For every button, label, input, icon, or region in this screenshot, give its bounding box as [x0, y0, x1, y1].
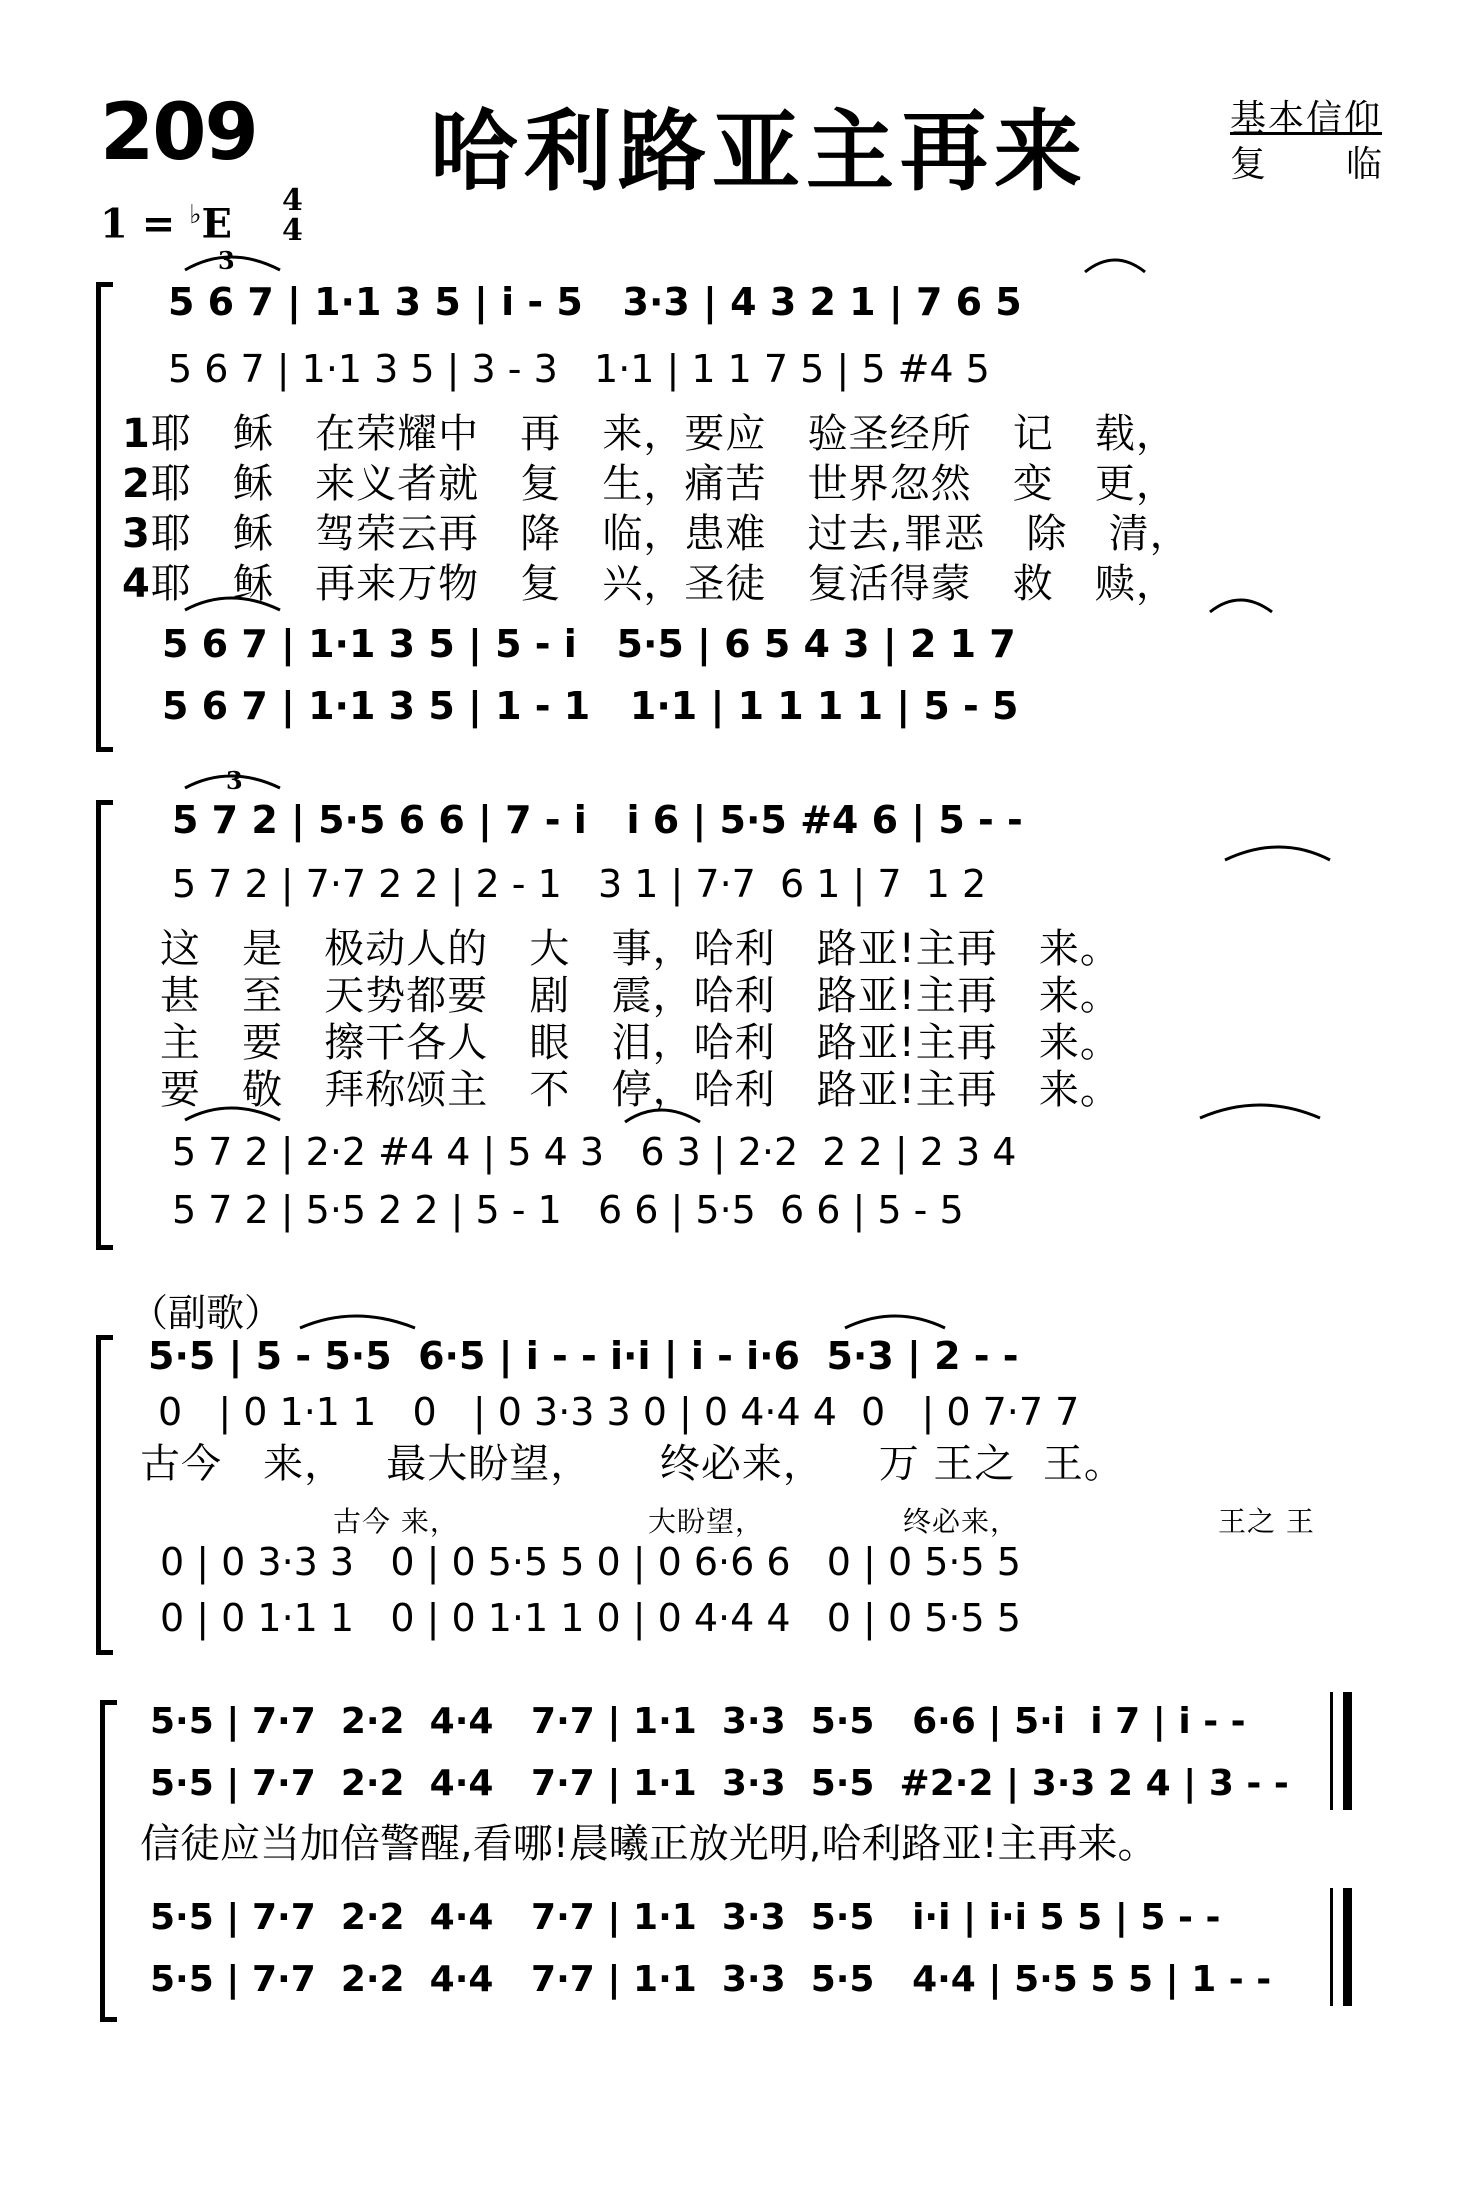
- tenor-line: 0 | 0 3·3 3 0 | 0 5·5 5 0 | 0 6·6 6 0 | 0 5·5 5: [160, 1540, 1021, 1584]
- key-prefix: 1 =: [100, 200, 190, 248]
- verse-text: 耶 稣 来义者就 复 生，痛苦 世界忽然 变 更，: [150, 461, 1177, 507]
- verse-text: 耶 稣 驾荣云再 降 临，患难 过去,罪恶 除 清，: [150, 511, 1191, 557]
- slur: [1210, 600, 1272, 612]
- slur: [625, 1110, 700, 1122]
- slur: [185, 598, 280, 610]
- lyric-verse-2: 甚 至 天势都要 剧 震，哈利 路亚!主再 来。: [160, 973, 1121, 1019]
- verse-number: 1: [122, 411, 151, 457]
- slur: [300, 1316, 415, 1328]
- verse-number: 3: [122, 511, 151, 557]
- lyric-verse-1: 这 是 极动人的 大 事，哈利 路亚!主再 来。: [160, 926, 1121, 972]
- time-signature-bottom: 4: [282, 213, 303, 248]
- final-lyric: 信徒应当加倍警醒,看哪!晨曦正放光明,哈利路亚!主再来。: [140, 1821, 1158, 1867]
- echo-lyric-4: 王之 王: [1218, 1505, 1315, 1538]
- slur: [1085, 260, 1145, 272]
- chorus-lyric: 古今 来， 最大盼望， 终必来， 万 王之 王。: [140, 1441, 1125, 1487]
- hymn-number: 209: [100, 88, 257, 178]
- slur: [185, 1108, 280, 1120]
- hymn-category: 基本信仰: [1230, 98, 1383, 139]
- bass-line: 5 7 2 | 5·5 2 2 | 5 - 1 6 6 | 5·5 6 6 | 5 - 5: [172, 1188, 964, 1232]
- verse-number: 2: [122, 461, 151, 507]
- key-note: E: [201, 200, 232, 248]
- slur: [185, 257, 280, 270]
- alto-line: 5·5 | 7·7 2·2 4·4 7·7 | 1·1 3·3 5·5 #2·2 | 3·3 2 4 | 3 - -: [150, 1763, 1289, 1804]
- slur: [845, 1316, 945, 1328]
- time-signature-top: 4: [282, 183, 303, 218]
- tenor-line: 5 6 7 | 1·1 3 5 | 5 - i 5·5 | 6 5 4 3 | 2 1 7: [162, 622, 1016, 666]
- occasion-char-1: 复: [1230, 144, 1267, 185]
- soprano-line: 5 7 2 | 5·5 6 6 | 7 - i i 6 | 5·5 #4 6 | 5 - -: [172, 798, 1023, 842]
- verse-number: 4: [122, 561, 151, 607]
- triplet-mark: 3: [218, 246, 235, 275]
- soprano-line: 5·5 | 5 - 5·5 6·5 | i - - i·i | i - i·6 5·3 | 2 - -: [148, 1334, 1019, 1378]
- bass-line: 5 6 7 | 1·1 3 5 | 1 - 1 1·1 | 1 1 1 1 | 5 - 5: [162, 684, 1019, 728]
- slur: [1225, 847, 1330, 860]
- soprano-line: 5·5 | 7·7 2·2 4·4 7·7 | 1·1 3·3 5·5 6·6 | 5·i i 7 | i - -: [150, 1701, 1246, 1742]
- tenor-line: 5·5 | 7·7 2·2 4·4 7·7 | 1·1 3·3 5·5 i·i | i·i 5 5 | 5 - -: [150, 1897, 1221, 1938]
- slur: [1200, 1105, 1320, 1118]
- soprano-line: 5 6 7 | 1·1 3 5 | i - 5 3·3 | 4 3 2 1 | 7 6 5: [168, 280, 1022, 324]
- bass-line: 0 | 0 1·1 1 0 | 0 1·1 1 0 | 0 4·4 4 0 | 0 5·5 5: [160, 1596, 1021, 1640]
- alto-line: 0 | 0 1·1 1 0 | 0 3·3 3 0 | 0 4·4 4 0 | 0 7·7 7: [158, 1390, 1080, 1434]
- triplet-mark: 3: [226, 766, 243, 795]
- flat-sign: ♭: [189, 200, 202, 230]
- echo-lyric-2: 大盼望，: [648, 1505, 765, 1538]
- chorus-label: （副歌）: [130, 1291, 283, 1335]
- alto-line: 5 6 7 | 1·1 3 5 | 3 - 3 1·1 | 1 1 7 5 | 5 #4 5: [168, 347, 990, 391]
- echo-lyric-3: 终必来，: [903, 1505, 1020, 1538]
- bass-line: 5·5 | 7·7 2·2 4·4 7·7 | 1·1 3·3 5·5 4·4 | 5·5 5 5 | 1 - -: [150, 1959, 1272, 2000]
- slur: [185, 776, 280, 788]
- alto-line: 5 7 2 | 7·7 2 2 | 2 - 1 3 1 | 7·7 6 1 | 7 1 2: [172, 862, 987, 906]
- occasion-char-2: 临: [1345, 144, 1382, 185]
- hymn-title: 哈利路亚主再来: [430, 100, 1089, 203]
- tenor-line: 5 7 2 | 2·2 #4 4 | 5 4 3 6 3 | 2·2 2 2 | 2 3 4: [172, 1130, 1017, 1174]
- verse-text: 耶 稣 再来万物 复 兴，圣徒 复活得蒙 救 赎，: [150, 561, 1177, 607]
- lyric-verse-4: 要 敬 拜称颂主 不 停，哈利 路亚!主再 来。: [160, 1067, 1121, 1113]
- echo-lyric-1: 古今 来，: [333, 1505, 459, 1538]
- lyric-verse-3: 主 要 擦干各人 眼 泪，哈利 路亚!主再 来。: [160, 1020, 1121, 1066]
- verse-text: 耶 稣 在荣耀中 再 来，要应 验圣经所 记 载，: [150, 411, 1177, 457]
